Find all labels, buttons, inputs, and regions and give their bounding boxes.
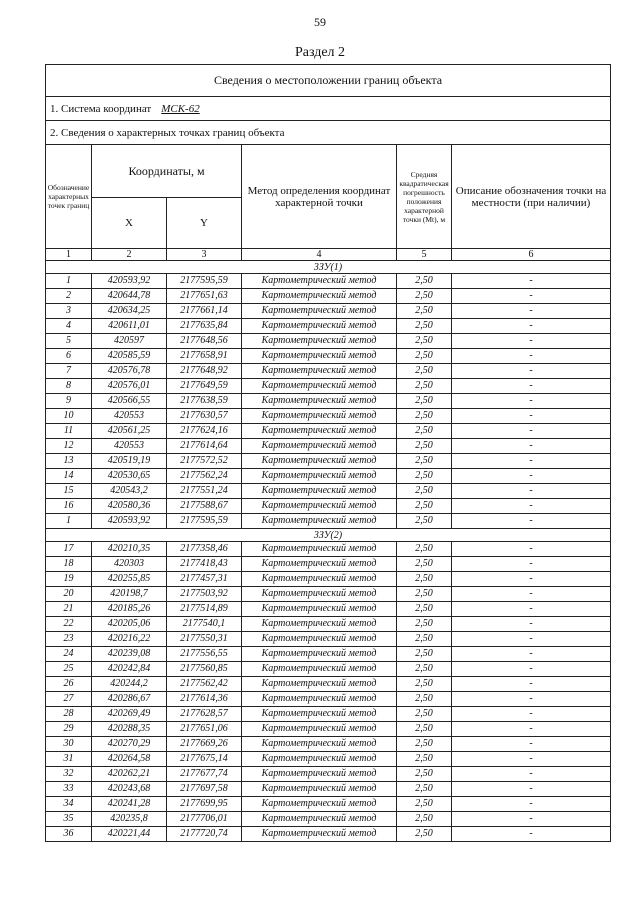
point-number: 30 <box>46 737 92 752</box>
coord-y: 2177457,31 <box>167 572 242 587</box>
coord-y: 2177614,36 <box>167 692 242 707</box>
coord-x: 420576,78 <box>92 364 167 379</box>
coord-x: 420303 <box>92 557 167 572</box>
point-number: 1 <box>46 274 92 289</box>
point-number: 36 <box>46 827 92 842</box>
column-number: 5 <box>397 249 452 261</box>
header-y: Y <box>167 198 242 249</box>
point-number: 16 <box>46 499 92 514</box>
coord-y: 2177635,84 <box>167 319 242 334</box>
description: - <box>452 632 611 647</box>
error-value: 2,50 <box>397 782 452 797</box>
point-number: 35 <box>46 812 92 827</box>
table-row <box>46 304 611 319</box>
coord-y: 2177503,92 <box>167 587 242 602</box>
description: - <box>452 647 611 662</box>
error-value: 2,50 <box>397 334 452 349</box>
coord-y: 2177677,74 <box>167 767 242 782</box>
coord-x: 420262,21 <box>92 767 167 782</box>
description: - <box>452 424 611 439</box>
error-value: 2,50 <box>397 424 452 439</box>
coord-x: 420269,49 <box>92 707 167 722</box>
method: Картометрический метод <box>242 692 397 707</box>
header-description: Описание обозначения точки на местности (при наличии) <box>452 145 611 249</box>
coord-x: 420644,78 <box>92 289 167 304</box>
description: - <box>452 334 611 349</box>
table-row <box>46 617 611 632</box>
column-number: 2 <box>92 249 167 261</box>
coord-y: 2177651,63 <box>167 289 242 304</box>
error-value: 2,50 <box>397 469 452 484</box>
table-row <box>46 499 611 514</box>
table-row <box>46 289 611 304</box>
method: Картометрический метод <box>242 394 397 409</box>
point-number: 26 <box>46 677 92 692</box>
error-value: 2,50 <box>397 617 452 632</box>
coord-y: 2177358,46 <box>167 542 242 557</box>
coord-x: 420519,19 <box>92 454 167 469</box>
coord-y: 2177540,1 <box>167 617 242 632</box>
description: - <box>452 469 611 484</box>
coord-y: 2177556,55 <box>167 647 242 662</box>
method: Картометрический метод <box>242 514 397 529</box>
group-label: 3ЗУ(1) <box>46 261 611 274</box>
coord-y: 2177658,91 <box>167 349 242 364</box>
table-row <box>46 782 611 797</box>
table-row <box>46 454 611 469</box>
coord-x: 420243,68 <box>92 782 167 797</box>
error-value: 2,50 <box>397 767 452 782</box>
error-value: 2,50 <box>397 289 452 304</box>
description: - <box>452 439 611 454</box>
error-value: 2,50 <box>397 364 452 379</box>
point-number: 32 <box>46 767 92 782</box>
point-number: 6 <box>46 349 92 364</box>
error-value: 2,50 <box>397 499 452 514</box>
table-row <box>46 632 611 647</box>
error-value: 2,50 <box>397 752 452 767</box>
column-number: 1 <box>46 249 92 261</box>
coord-y: 2177649,59 <box>167 379 242 394</box>
header-designation: Обозначение характерных точек границ <box>46 145 92 249</box>
coord-x: 420580,36 <box>92 499 167 514</box>
point-number: 1 <box>46 514 92 529</box>
point-number: 23 <box>46 632 92 647</box>
error-value: 2,50 <box>397 484 452 499</box>
table-row <box>46 542 611 557</box>
point-number: 14 <box>46 469 92 484</box>
coord-y: 2177661,14 <box>167 304 242 319</box>
header-method: Метод определения координат характерной точки <box>242 145 397 249</box>
coord-x: 420530,65 <box>92 469 167 484</box>
error-value: 2,50 <box>397 454 452 469</box>
method: Картометрический метод <box>242 797 397 812</box>
description: - <box>452 662 611 677</box>
coord-x: 420239,08 <box>92 647 167 662</box>
method: Картометрический метод <box>242 587 397 602</box>
description: - <box>452 319 611 334</box>
error-value: 2,50 <box>397 647 452 662</box>
coord-y: 2177588,67 <box>167 499 242 514</box>
coord-y: 2177651,06 <box>167 722 242 737</box>
error-value: 2,50 <box>397 542 452 557</box>
coord-y: 2177630,57 <box>167 409 242 424</box>
table-row <box>46 677 611 692</box>
error-value: 2,50 <box>397 572 452 587</box>
coord-x: 420576,01 <box>92 379 167 394</box>
point-number: 24 <box>46 647 92 662</box>
coord-y: 2177648,56 <box>167 334 242 349</box>
coord-y: 2177628,57 <box>167 707 242 722</box>
column-number: 6 <box>452 249 611 261</box>
description: - <box>452 572 611 587</box>
coord-x: 420270,29 <box>92 737 167 752</box>
coord-x: 420585,59 <box>92 349 167 364</box>
method: Картометрический метод <box>242 632 397 647</box>
table-row <box>46 797 611 812</box>
header-x: X <box>92 198 167 249</box>
method: Картометрический метод <box>242 499 397 514</box>
error-value: 2,50 <box>397 439 452 454</box>
coord-y: 2177595,59 <box>167 514 242 529</box>
description: - <box>452 304 611 319</box>
description: - <box>452 364 611 379</box>
table-row <box>46 409 611 424</box>
coord-x: 420597 <box>92 334 167 349</box>
table-row <box>46 349 611 364</box>
error-value: 2,50 <box>397 812 452 827</box>
coordinate-system-row <box>46 97 611 121</box>
coord-x: 420288,35 <box>92 722 167 737</box>
coord-y: 2177562,42 <box>167 677 242 692</box>
point-number: 10 <box>46 409 92 424</box>
section-title: Раздел 2 <box>294 45 346 60</box>
coord-x: 420561,25 <box>92 424 167 439</box>
header-error: Средняя квадратическая погрешность положения характерной точки (Mt), м <box>397 145 452 249</box>
point-number: 13 <box>46 454 92 469</box>
description: - <box>452 274 611 289</box>
point-number: 28 <box>46 707 92 722</box>
description: - <box>452 827 611 842</box>
description: - <box>452 379 611 394</box>
coord-y: 2177560,85 <box>167 662 242 677</box>
error-value: 2,50 <box>397 602 452 617</box>
method: Картометрический метод <box>242 767 397 782</box>
point-number: 11 <box>46 424 92 439</box>
coord-x: 420198,7 <box>92 587 167 602</box>
point-number: 17 <box>46 542 92 557</box>
coord-x: 420553 <box>92 409 167 424</box>
coord-x: 420566,55 <box>92 394 167 409</box>
method: Картометрический метод <box>242 364 397 379</box>
table-row <box>46 737 611 752</box>
table-row <box>46 379 611 394</box>
description: - <box>452 812 611 827</box>
method: Картометрический метод <box>242 737 397 752</box>
method: Картометрический метод <box>242 469 397 484</box>
error-value: 2,50 <box>397 274 452 289</box>
point-number: 22 <box>46 617 92 632</box>
column-numbers-row <box>46 249 611 261</box>
points-section-label: 2. Сведения о характерных точках границ объекта <box>46 121 611 145</box>
method: Картометрический метод <box>242 484 397 499</box>
table-row <box>46 484 611 499</box>
table-row <box>46 602 611 617</box>
coord-y: 2177562,24 <box>167 469 242 484</box>
method: Картометрический метод <box>242 677 397 692</box>
error-value: 2,50 <box>397 692 452 707</box>
description: - <box>452 677 611 692</box>
method: Картометрический метод <box>242 334 397 349</box>
point-number: 21 <box>46 602 92 617</box>
coord-y: 2177699,95 <box>167 797 242 812</box>
method: Картометрический метод <box>242 602 397 617</box>
coord-x: 420185,26 <box>92 602 167 617</box>
method: Картометрический метод <box>242 557 397 572</box>
table-row <box>46 827 611 842</box>
coord-x: 420216,22 <box>92 632 167 647</box>
method: Картометрический метод <box>242 274 397 289</box>
table-row <box>46 274 611 289</box>
error-value: 2,50 <box>397 827 452 842</box>
description: - <box>452 737 611 752</box>
table-row <box>46 424 611 439</box>
error-value: 2,50 <box>397 304 452 319</box>
method: Картометрический метод <box>242 617 397 632</box>
coord-y: 2177669,26 <box>167 737 242 752</box>
coord-y: 2177697,58 <box>167 782 242 797</box>
method: Картометрический метод <box>242 572 397 587</box>
coord-x: 420286,67 <box>92 692 167 707</box>
coord-y: 2177720,74 <box>167 827 242 842</box>
description: - <box>452 542 611 557</box>
coord-y: 2177595,59 <box>167 274 242 289</box>
error-value: 2,50 <box>397 514 452 529</box>
table-row <box>46 752 611 767</box>
coord-y: 2177551,24 <box>167 484 242 499</box>
point-number: 8 <box>46 379 92 394</box>
boundary-table <box>45 64 611 842</box>
description: - <box>452 394 611 409</box>
error-value: 2,50 <box>397 632 452 647</box>
coord-x: 420593,92 <box>92 514 167 529</box>
error-value: 2,50 <box>397 587 452 602</box>
point-number: 3 <box>46 304 92 319</box>
error-value: 2,50 <box>397 737 452 752</box>
method: Картометрический метод <box>242 542 397 557</box>
table-row <box>46 319 611 334</box>
header-coordinates: Координаты, м <box>92 145 242 198</box>
coord-y: 2177706,01 <box>167 812 242 827</box>
point-number: 15 <box>46 484 92 499</box>
coord-x: 420255,85 <box>92 572 167 587</box>
table-row <box>46 812 611 827</box>
description: - <box>452 602 611 617</box>
error-value: 2,50 <box>397 557 452 572</box>
description: - <box>452 557 611 572</box>
coord-x: 420205,06 <box>92 617 167 632</box>
point-number: 25 <box>46 662 92 677</box>
table-row <box>46 439 611 454</box>
coord-y: 2177514,89 <box>167 602 242 617</box>
table-row <box>46 662 611 677</box>
table-title: Сведения о местоположении границ объекта <box>46 65 611 97</box>
table-row <box>46 707 611 722</box>
coord-x: 420242,84 <box>92 662 167 677</box>
point-number: 2 <box>46 289 92 304</box>
point-number: 9 <box>46 394 92 409</box>
point-number: 27 <box>46 692 92 707</box>
point-number: 33 <box>46 782 92 797</box>
description: - <box>452 782 611 797</box>
description: - <box>452 767 611 782</box>
error-value: 2,50 <box>397 797 452 812</box>
description: - <box>452 409 611 424</box>
method: Картометрический метод <box>242 707 397 722</box>
error-value: 2,50 <box>397 349 452 364</box>
method: Картометрический метод <box>242 752 397 767</box>
description: - <box>452 289 611 304</box>
coord-x: 420553 <box>92 439 167 454</box>
description: - <box>452 797 611 812</box>
table-row <box>46 692 611 707</box>
table-row <box>46 364 611 379</box>
coord-x: 420244,2 <box>92 677 167 692</box>
method: Картометрический метод <box>242 454 397 469</box>
description: - <box>452 499 611 514</box>
point-number: 20 <box>46 587 92 602</box>
column-number: 4 <box>242 249 397 261</box>
coord-y: 2177614,64 <box>167 439 242 454</box>
description: - <box>452 617 611 632</box>
description: - <box>452 587 611 602</box>
description: - <box>452 484 611 499</box>
coord-x: 420543,2 <box>92 484 167 499</box>
coord-x: 420611,01 <box>92 319 167 334</box>
coord-x: 420634,25 <box>92 304 167 319</box>
coord-x: 420264,58 <box>92 752 167 767</box>
method: Картометрический метод <box>242 439 397 454</box>
column-number: 3 <box>167 249 242 261</box>
error-value: 2,50 <box>397 409 452 424</box>
table-row <box>46 587 611 602</box>
coord-y: 2177418,43 <box>167 557 242 572</box>
method: Картометрический метод <box>242 647 397 662</box>
method: Картометрический метод <box>242 827 397 842</box>
method: Картометрический метод <box>242 424 397 439</box>
table-row <box>46 514 611 529</box>
description: - <box>452 722 611 737</box>
method: Картометрический метод <box>242 409 397 424</box>
description: - <box>452 349 611 364</box>
point-number: 7 <box>46 364 92 379</box>
error-value: 2,50 <box>397 394 452 409</box>
group-header-row <box>46 529 611 542</box>
point-number: 5 <box>46 334 92 349</box>
table-row <box>46 394 611 409</box>
point-number: 12 <box>46 439 92 454</box>
coord-y: 2177638,59 <box>167 394 242 409</box>
coordinate-system-value: МСК-62 <box>161 102 200 115</box>
table-body <box>46 249 611 842</box>
table-row <box>46 572 611 587</box>
group-label: 3ЗУ(2) <box>46 529 611 542</box>
error-value: 2,50 <box>397 722 452 737</box>
error-value: 2,50 <box>397 677 452 692</box>
error-value: 2,50 <box>397 319 452 334</box>
description: - <box>452 752 611 767</box>
table-row <box>46 722 611 737</box>
description: - <box>452 692 611 707</box>
point-number: 19 <box>46 572 92 587</box>
coord-x: 420221,44 <box>92 827 167 842</box>
table-row <box>46 767 611 782</box>
description: - <box>452 707 611 722</box>
description: - <box>452 514 611 529</box>
error-value: 2,50 <box>397 707 452 722</box>
coord-y: 2177572,52 <box>167 454 242 469</box>
method: Картометрический метод <box>242 349 397 364</box>
table-row <box>46 647 611 662</box>
coord-y: 2177675,14 <box>167 752 242 767</box>
coord-x: 420210,35 <box>92 542 167 557</box>
group-header-row <box>46 261 611 274</box>
error-value: 2,50 <box>397 379 452 394</box>
coord-y: 2177648,92 <box>167 364 242 379</box>
coord-y: 2177624,16 <box>167 424 242 439</box>
method: Картометрический метод <box>242 304 397 319</box>
method: Картометрический метод <box>242 782 397 797</box>
table-row <box>46 557 611 572</box>
method: Картометрический метод <box>242 662 397 677</box>
point-number: 4 <box>46 319 92 334</box>
method: Картометрический метод <box>242 379 397 394</box>
coord-x: 420593,92 <box>92 274 167 289</box>
table-row <box>46 334 611 349</box>
method: Картометрический метод <box>242 812 397 827</box>
coord-y: 2177550,31 <box>167 632 242 647</box>
point-number: 29 <box>46 722 92 737</box>
table-row <box>46 469 611 484</box>
page-number: 59 <box>314 15 326 29</box>
point-number: 18 <box>46 557 92 572</box>
method: Картометрический метод <box>242 722 397 737</box>
method: Картометрический метод <box>242 319 397 334</box>
error-value: 2,50 <box>397 662 452 677</box>
point-number: 31 <box>46 752 92 767</box>
description: - <box>452 454 611 469</box>
coord-x: 420241,28 <box>92 797 167 812</box>
method: Картометрический метод <box>242 289 397 304</box>
point-number: 34 <box>46 797 92 812</box>
coordinate-system-label: 1. Система координат <box>50 102 152 115</box>
coord-x: 420235,8 <box>92 812 167 827</box>
